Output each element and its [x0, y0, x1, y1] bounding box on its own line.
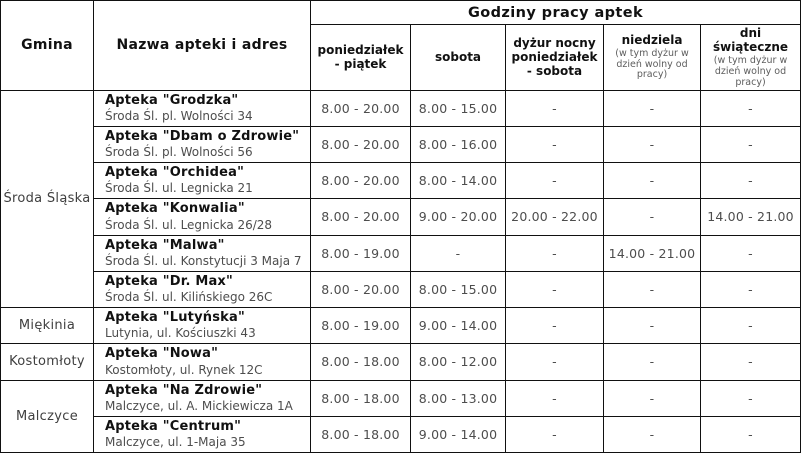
pharmacy-name: Apteka "Grodzka" [105, 92, 239, 108]
hours-sunday: - [604, 308, 701, 344]
pharmacy-cell [94, 126, 311, 162]
hours-sunday: 14.00 - 21.00 [604, 235, 701, 271]
hours-monday-friday: 8.00 - 20.00 [311, 126, 411, 162]
hours-saturday: 8.00 - 12.00 [411, 344, 506, 380]
hours-monday-friday: 8.00 - 18.00 [311, 380, 411, 416]
pharmacy-name: Apteka "Centrum" [105, 418, 242, 434]
header-night-duty: dyżur nocny poniedziałek - sobota [506, 25, 604, 91]
pharmacy-address: Malczyce, ul. A. Mickiewicza 1A [105, 398, 293, 413]
gmina-cell: Środa Śląska [1, 90, 94, 308]
gmina-cell: Malczyce [1, 380, 94, 453]
table-row [1, 163, 801, 199]
pharmacy-cell [94, 308, 311, 344]
pharmacy-address: Środa Śl. ul. Legnicka 21 [105, 181, 253, 196]
hours-saturday: 8.00 - 16.00 [411, 126, 506, 162]
header-holiday-label: dni świąteczne [712, 26, 789, 55]
gmina-cell: Miękinia [1, 308, 94, 344]
pharmacy-name: Apteka "Dbam o Zdrowie" [105, 128, 300, 144]
hours-holiday: - [701, 308, 801, 344]
hours-night-duty: - [506, 90, 604, 126]
hours-sunday: - [604, 271, 701, 307]
pharmacy-name: Apteka "Orchidea" [105, 165, 245, 181]
pharmacy-cell [94, 235, 311, 271]
pharmacy-address: Lutynia, ul. Kościuszki 43 [105, 326, 256, 341]
hours-monday-friday: 8.00 - 18.00 [311, 344, 411, 380]
hours-monday-friday: 8.00 - 20.00 [311, 199, 411, 235]
hours-holiday: - [701, 416, 801, 452]
pharmacy-cell [94, 380, 311, 416]
table-header [1, 1, 801, 91]
hours-holiday: - [701, 380, 801, 416]
table-row [1, 308, 801, 344]
hours-holiday: 14.00 - 21.00 [701, 199, 801, 235]
pharmacy-cell [94, 344, 311, 380]
pharmacy-address: Środa Śl. ul. Kilińskiego 26C [105, 290, 273, 305]
hours-sunday: - [604, 344, 701, 380]
header-holiday-note: (w tym dyżur w dzień wolny od pracy) [713, 54, 788, 88]
pharmacy-cell [94, 90, 311, 126]
header-row-top [1, 1, 801, 25]
pharmacy-address: Środa Śl. pl. Wolności 56 [105, 145, 253, 160]
pharmacy-address: Środa Śl. ul. Konstytucji 3 Maja 7 [105, 253, 302, 268]
hours-holiday: - [701, 126, 801, 162]
pharmacy-cell [94, 416, 311, 452]
hours-night-duty: - [506, 308, 604, 344]
hours-monday-friday: 8.00 - 20.00 [311, 90, 411, 126]
header-gmina: Gmina [1, 1, 94, 91]
hours-monday-friday: 8.00 - 20.00 [311, 163, 411, 199]
table-row [1, 416, 801, 452]
hours-monday-friday: 8.00 - 19.00 [311, 308, 411, 344]
pharmacy-cell [94, 271, 311, 307]
hours-saturday: 8.00 - 15.00 [411, 271, 506, 307]
header-sunday-note: (w tym dyżur w dzień wolny od pracy) [615, 47, 689, 81]
table-row [1, 199, 801, 235]
hours-saturday: 8.00 - 14.00 [411, 163, 506, 199]
pharmacy-name: Apteka "Na Zdrowie" [105, 382, 263, 398]
pharmacy-name: Apteka "Konwalia" [105, 201, 245, 217]
table-row [1, 235, 801, 271]
pharmacy-address: Malczyce, ul. 1-Maja 35 [105, 435, 246, 450]
hours-saturday: 8.00 - 15.00 [411, 90, 506, 126]
hours-sunday: - [604, 380, 701, 416]
hours-sunday: - [604, 199, 701, 235]
pharmacy-cell [94, 163, 311, 199]
header-working-hours: Godziny pracy aptek [311, 1, 801, 25]
pharmacy-name: Apteka "Lutyńska" [105, 310, 245, 326]
hours-night-duty: - [506, 416, 604, 452]
pharmacy-cell [94, 199, 311, 235]
hours-saturday: - [411, 235, 506, 271]
hours-night-duty: - [506, 235, 604, 271]
table-row [1, 126, 801, 162]
table-row [1, 90, 801, 126]
hours-night-duty: - [506, 163, 604, 199]
hours-night-duty: 20.00 - 22.00 [506, 199, 604, 235]
hours-sunday: - [604, 416, 701, 452]
hours-saturday: 8.00 - 13.00 [411, 380, 506, 416]
table-row [1, 344, 801, 380]
hours-holiday: - [701, 271, 801, 307]
hours-sunday: - [604, 126, 701, 162]
pharmacy-address: Kostomłoty, ul. Rynek 12C [105, 362, 263, 377]
table-row [1, 380, 801, 416]
hours-night-duty: - [506, 271, 604, 307]
gmina-cell: Kostomłoty [1, 344, 94, 380]
header-sunday [604, 25, 701, 91]
hours-saturday: 9.00 - 14.00 [411, 416, 506, 452]
hours-night-duty: - [506, 344, 604, 380]
pharmacy-name: Apteka "Malwa" [105, 237, 225, 253]
hours-holiday: - [701, 90, 801, 126]
pharmacy-address: Środa Śl. pl. Wolności 34 [105, 108, 253, 123]
hours-night-duty: - [506, 126, 604, 162]
pharmacy-name: Apteka "Dr. Max" [105, 273, 233, 289]
pharmacy-name: Apteka "Nowa" [105, 346, 219, 362]
hours-saturday: 9.00 - 14.00 [411, 308, 506, 344]
hours-holiday: - [701, 235, 801, 271]
header-pharmacy-name-address: Nazwa apteki i adres [94, 1, 311, 91]
hours-sunday: - [604, 90, 701, 126]
hours-sunday: - [604, 163, 701, 199]
hours-night-duty: - [506, 380, 604, 416]
hours-saturday: 9.00 - 20.00 [411, 199, 506, 235]
table-body [1, 90, 801, 453]
header-monday-friday: poniedziałek - piątek [311, 25, 411, 91]
header-holiday [701, 25, 801, 91]
hours-monday-friday: 8.00 - 20.00 [311, 271, 411, 307]
header-saturday: sobota [411, 25, 506, 91]
header-sunday-label: niedziela [621, 33, 683, 48]
pharmacy-address: Środa Śl. ul. Legnicka 26/28 [105, 217, 273, 232]
hours-monday-friday: 8.00 - 19.00 [311, 235, 411, 271]
hours-holiday: - [701, 344, 801, 380]
table-row [1, 271, 801, 307]
hours-monday-friday: 8.00 - 18.00 [311, 416, 411, 452]
hours-holiday: - [701, 163, 801, 199]
